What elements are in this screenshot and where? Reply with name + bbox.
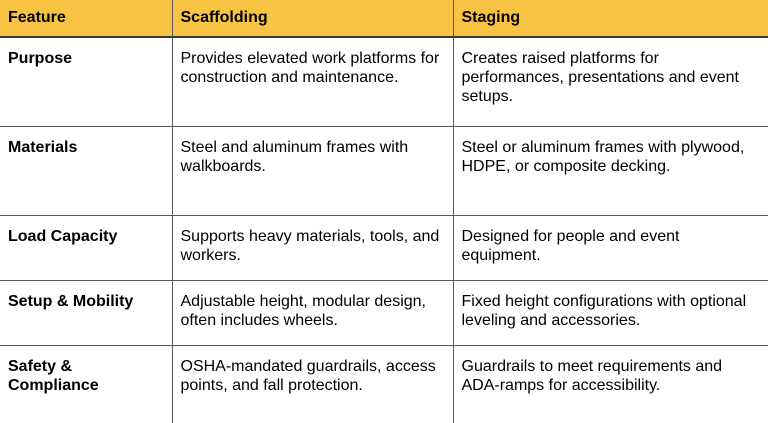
table-row — [0, 127, 768, 216]
scaffolding-cell: Provides elevated work platforms for construction and maintenance. — [172, 37, 453, 127]
staging-cell: Creates raised platforms for performances, presentations and event setups. — [453, 37, 768, 127]
scaffolding-cell: Supports heavy materials, tools, and workers. — [172, 216, 453, 281]
table-row — [0, 216, 768, 281]
staging-cell: Steel or aluminum frames with plywood, HDPE, or composite decking. — [453, 127, 768, 216]
table-row — [0, 37, 768, 127]
feature-cell: Materials — [0, 127, 172, 216]
feature-cell: Load Capacity — [0, 216, 172, 281]
staging-cell: Guardrails to meet requirements and ADA-ramps for accessibility. — [453, 346, 768, 423]
scaffolding-cell: Steel and aluminum frames with walkboards. — [172, 127, 453, 216]
header-row — [0, 0, 768, 37]
scaffolding-cell: OSHA-mandated guardrails, access points, and fall protection. — [172, 346, 453, 423]
feature-cell: Setup & Mobility — [0, 281, 172, 346]
header-scaffolding: Scaffolding — [172, 0, 453, 37]
scaffolding-cell: Adjustable height, modular design, often includes wheels. — [172, 281, 453, 346]
table-row — [0, 346, 768, 423]
header-feature: Feature — [0, 0, 172, 37]
feature-cell: Safety & Compliance — [0, 346, 172, 423]
staging-cell: Designed for people and event equipment. — [453, 216, 768, 281]
table-row — [0, 281, 768, 346]
feature-cell: Purpose — [0, 37, 172, 127]
table-header — [0, 0, 768, 37]
table-body — [0, 37, 768, 423]
staging-cell: Fixed height configurations with optional leveling and accessories. — [453, 281, 768, 346]
header-staging: Staging — [453, 0, 768, 37]
